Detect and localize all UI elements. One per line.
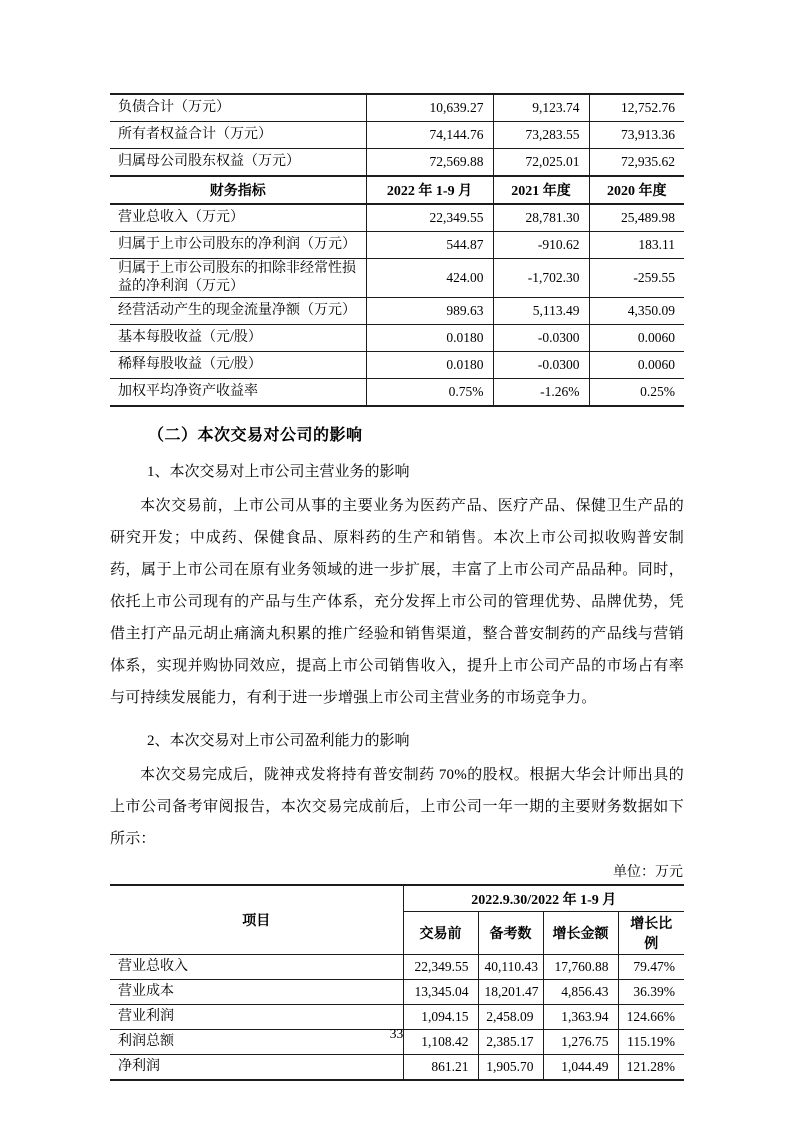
table-row bbox=[110, 149, 684, 177]
row-value: 0.0180 bbox=[366, 325, 493, 352]
table-row bbox=[110, 1055, 684, 1081]
row-value: 74,144.76 bbox=[366, 122, 493, 149]
header-growth-ratio: 增长比例 bbox=[618, 912, 684, 955]
row-value: 183.11 bbox=[589, 232, 684, 259]
row-label: 营业总收入（万元） bbox=[110, 204, 366, 232]
section-heading: （二）本次交易对公司的影响 bbox=[148, 427, 363, 444]
row-value: 79.47% bbox=[618, 955, 684, 980]
row-value: 28,781.30 bbox=[493, 204, 589, 232]
row-value: 1,094.15 bbox=[403, 1005, 478, 1030]
row-value: 22,349.55 bbox=[366, 204, 493, 232]
row-value: 18,201.47 bbox=[478, 980, 543, 1005]
row-label: 归属于上市公司股东的净利润（万元） bbox=[110, 232, 366, 259]
row-value: 73,913.36 bbox=[589, 122, 684, 149]
header-pre-deal: 交易前 bbox=[403, 912, 478, 955]
row-label: 所有者权益合计（万元） bbox=[110, 122, 366, 149]
header-indicator-label: 财务指标 bbox=[110, 176, 366, 204]
row-value: -910.62 bbox=[493, 232, 589, 259]
header-period-2022: 2022 年 1-9 月 bbox=[366, 176, 493, 204]
row-label: 营业利润 bbox=[110, 1005, 403, 1030]
row-label: 归属于上市公司股东的扣除非经常性损益的净利润（万元） bbox=[110, 259, 366, 298]
row-value: 0.25% bbox=[589, 379, 684, 407]
table-header-row bbox=[110, 885, 684, 912]
row-label: 经营活动产生的现金流量净额（万元） bbox=[110, 298, 366, 325]
table-row bbox=[110, 325, 684, 352]
row-value: 2,458.09 bbox=[478, 1005, 543, 1030]
proforma-comparison-table bbox=[110, 884, 684, 1081]
row-value: 72,935.62 bbox=[589, 149, 684, 177]
header-item-label: 项目 bbox=[110, 885, 403, 955]
row-value: 9,123.74 bbox=[493, 94, 589, 122]
row-value: 1,363.94 bbox=[543, 1005, 618, 1030]
paragraph-1: 本次交易前，上市公司从事的主要业务为医药产品、医疗产品、保健卫生产品的研究开发；中成药、保健食品、原料药的生产和销售。本次上市公司拟收购普安制药，属于上市公司在原有业务领域的进一步扩展，丰富了上市公司产品品种。同时，依托上市公司现有的产品与生产体系，充分发挥上市公司的管理优势、品牌优势，凭借主打产品元胡止痛滴丸积累的推广经验和销售渠道，整合普安制药的产品线与营销体系，实现并购协同效应，提高上市公司销售收入，提升上市公司产品的市场占有率与可持续发展能力，有利于进一步增强上市公司主营业务的市场竞争力。 bbox=[110, 498, 684, 706]
header-growth-amount: 增长金额 bbox=[543, 912, 618, 955]
row-label: 稀释每股收益（元/股） bbox=[110, 352, 366, 379]
header-proforma: 备考数 bbox=[478, 912, 543, 955]
row-value: 2,385.17 bbox=[478, 1030, 543, 1055]
row-label: 加权平均净资产收益率 bbox=[110, 379, 366, 407]
header-period-span: 2022.9.30/2022 年 1-9 月 bbox=[403, 885, 684, 912]
row-label: 营业总收入 bbox=[110, 955, 403, 980]
row-value: 72,025.01 bbox=[493, 149, 589, 177]
table-row bbox=[110, 94, 684, 122]
financial-indicators-table bbox=[110, 93, 684, 407]
row-value: 0.0180 bbox=[366, 352, 493, 379]
row-value: 12,752.76 bbox=[589, 94, 684, 122]
table-row bbox=[110, 955, 684, 980]
table-header-row bbox=[110, 176, 684, 204]
row-value: 17,760.88 bbox=[543, 955, 618, 980]
row-value: 124.66% bbox=[618, 1005, 684, 1030]
row-value: 72,569.88 bbox=[366, 149, 493, 177]
row-label: 基本每股收益（元/股） bbox=[110, 325, 366, 352]
subheading-1: 1、本次交易对上市公司主营业务的影响 bbox=[147, 464, 410, 480]
row-value: 544.87 bbox=[366, 232, 493, 259]
row-value: 1,276.75 bbox=[543, 1030, 618, 1055]
row-value: -259.55 bbox=[589, 259, 684, 298]
row-value: 22,349.55 bbox=[403, 955, 478, 980]
row-value: -1,702.30 bbox=[493, 259, 589, 298]
indicator-rows bbox=[110, 176, 684, 406]
row-value: 0.0060 bbox=[589, 352, 684, 379]
row-value: 25,489.98 bbox=[589, 204, 684, 232]
table-row bbox=[110, 980, 684, 1005]
table-row bbox=[110, 259, 684, 298]
row-value: 73,283.55 bbox=[493, 122, 589, 149]
row-value: 40,110.43 bbox=[478, 955, 543, 980]
proforma-rows bbox=[110, 955, 684, 1081]
table-row bbox=[110, 379, 684, 407]
row-value: 4,350.09 bbox=[589, 298, 684, 325]
page-number: 33 bbox=[389, 1026, 404, 1041]
row-label: 负债合计（万元） bbox=[110, 94, 366, 122]
row-value: 861.21 bbox=[403, 1055, 478, 1081]
unit-note: 单位：万元 bbox=[613, 865, 683, 880]
balance-rows bbox=[110, 94, 684, 176]
row-value: 36.39% bbox=[618, 980, 684, 1005]
page-content bbox=[110, 93, 684, 1081]
row-value: 1,108.42 bbox=[403, 1030, 478, 1055]
row-value: 5,113.49 bbox=[493, 298, 589, 325]
row-value: -1.26% bbox=[493, 379, 589, 407]
row-value: 13,345.04 bbox=[403, 980, 478, 1005]
table-row bbox=[110, 352, 684, 379]
proforma-header bbox=[110, 885, 684, 955]
row-value: 0.75% bbox=[366, 379, 493, 407]
row-value: 0.0060 bbox=[589, 325, 684, 352]
row-value: 989.63 bbox=[366, 298, 493, 325]
row-value: 115.19% bbox=[618, 1030, 684, 1055]
row-value: 424.00 bbox=[366, 259, 493, 298]
paragraph-2: 本次交易完成后，陇神戎发将持有普安制药 70%的股权。根据大华会计师出具的上市公司备考审阅报告，本次交易完成前后，上市公司一年一期的主要财务数据如下所示： bbox=[110, 767, 684, 847]
subheading-2: 2、本次交易对上市公司盈利能力的影响 bbox=[147, 733, 410, 749]
row-value: 1,044.49 bbox=[543, 1055, 618, 1081]
table-row bbox=[110, 232, 684, 259]
row-value: 1,905.70 bbox=[478, 1055, 543, 1081]
table-row bbox=[110, 122, 684, 149]
row-label: 营业成本 bbox=[110, 980, 403, 1005]
row-value: 121.28% bbox=[618, 1055, 684, 1081]
table-row bbox=[110, 298, 684, 325]
table-row bbox=[110, 204, 684, 232]
row-value: -0.0300 bbox=[493, 352, 589, 379]
row-label: 利润总额 bbox=[110, 1030, 403, 1055]
row-label: 归属母公司股东权益（万元） bbox=[110, 149, 366, 177]
row-value: -0.0300 bbox=[493, 325, 589, 352]
header-period-2021: 2021 年度 bbox=[493, 176, 589, 204]
row-label: 净利润 bbox=[110, 1055, 403, 1081]
row-value: 4,856.43 bbox=[543, 980, 618, 1005]
header-period-2020: 2020 年度 bbox=[589, 176, 684, 204]
row-value: 10,639.27 bbox=[366, 94, 493, 122]
